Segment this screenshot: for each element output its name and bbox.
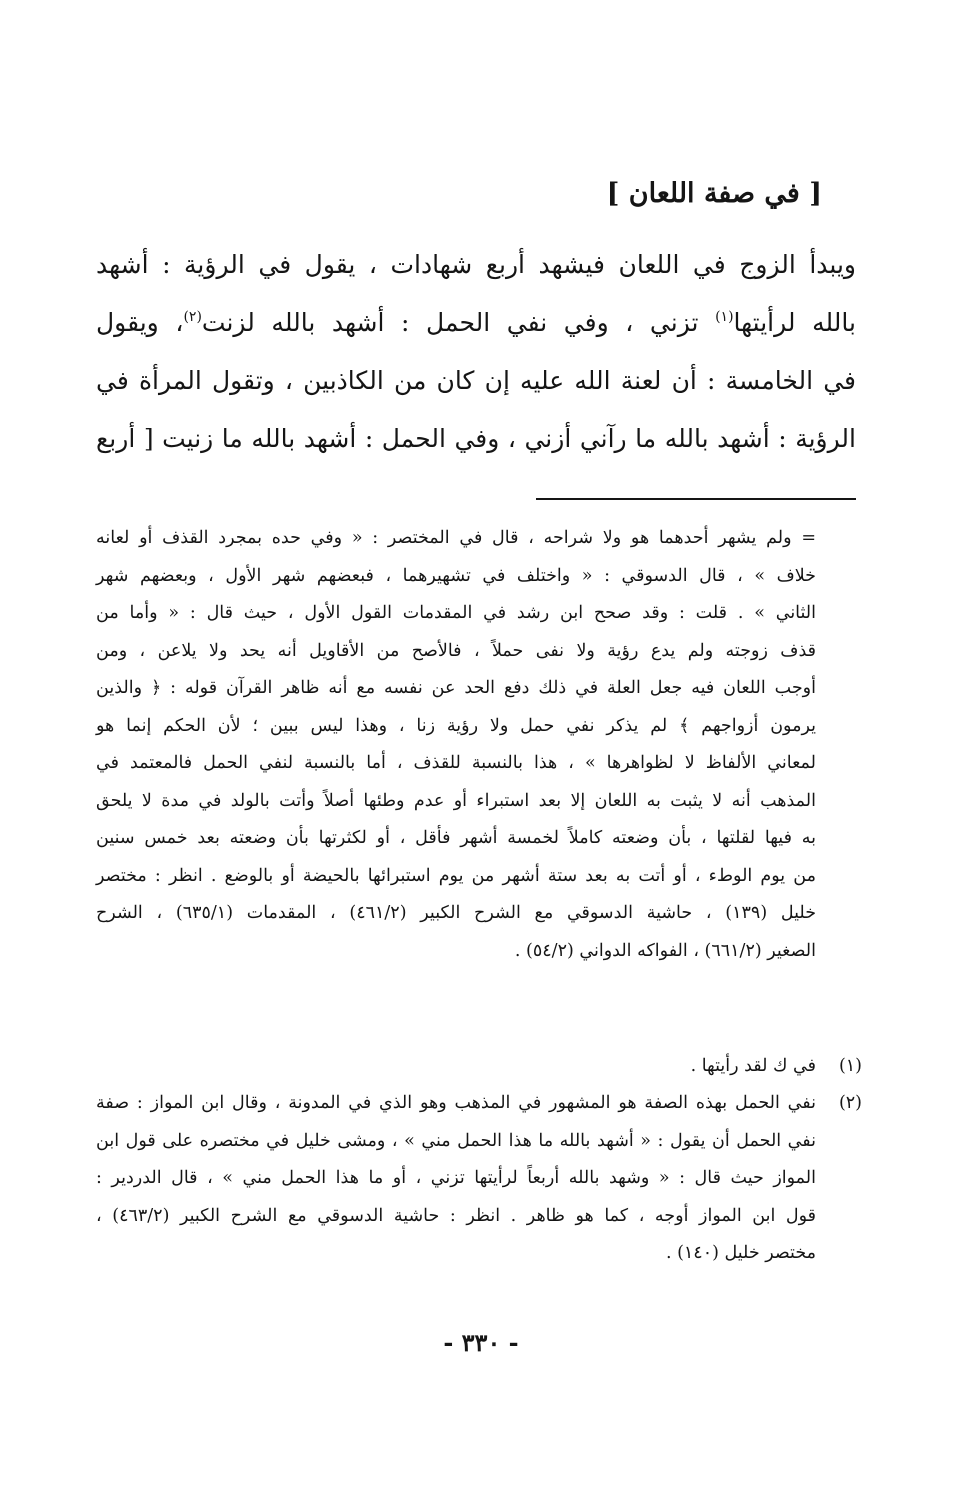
footnote-line: أوجب اللعان فيه جعل العلة في ذلك دفع الحد عن نفسه مع أنه ظاهر القرآن قوله : ﴿ والذين xyxy=(96,678,816,698)
main-text-line: الرؤية : أشهد بالله ما رآني أزني ، وفي الحمل : أشهد بالله ما زنيت [ أربع xyxy=(96,424,856,453)
footnote-line: من يوم الوطء ، أو أتت به بعد ستة أشهر من يوم استبرائها بالحيضة أو بالوضع . انظر : مختصر xyxy=(96,865,816,886)
footnote-line: يرمون أزواجهم ﴾ لم يذكر نفي حمل ولا رؤية زنا ، وهذا ليس ببين ؛ لأن الحكم إنما هو xyxy=(96,715,816,736)
footnote-line: المذهب أنه لا يثبت به اللعان إلا بعد استبراء أو عدم وطئها أصلاً وأتت بالولد في مدة لا يلحق xyxy=(96,790,816,811)
footnote-continuation xyxy=(96,520,816,970)
main-text-line: في الخامسة : أن لعنة الله عليه إن كان من الكاذبين ، وتقول المرأة في xyxy=(96,366,856,395)
footnote-line: الثاني » . قلت : وقد صحح ابن رشد في المقدمات القول الأول ، حيث قال : « وأما من xyxy=(96,603,816,623)
footnote-line: المواز حيث قال : « وشهد بالله أربعاً لرأيتها تزني ، أو ما هذا الحمل مني » ، قال الدردير : xyxy=(96,1168,816,1188)
footnote-line: نفي الحمل أن يقول : « أشهد بالله ما هذا الحمل مني » ، ومشى خليل في مختصره على قول ابن xyxy=(96,1130,816,1151)
footnote-line: خليل (١٣٩) ، حاشية الدسوقي مع الشرح الكبير (٤٦١/٢) ، المقدمات (٦٣٥/١) ، الشرح xyxy=(96,903,817,923)
footnote-line: نفي الحمل بهذه الصفة هو المشهور في المذهب وهو الذي في المدونة ، وقال ابن المواز : صفة xyxy=(96,1093,816,1113)
main-text-segment: تزني ، وفي نفي الحمل : أشهد بالله لزنت xyxy=(201,308,716,337)
footnote-marker-2: (٢) xyxy=(838,1093,862,1113)
footnote-line: قول ابن المواز أوجه ، كما هو ظاهر . انظر : حاشية الدسوقي مع الشرح الكبير (٤٦٣/٢) ، xyxy=(96,1205,817,1226)
footnote-line: لمعاني الألفاظ لا لظواهرها » ، هذا بالنسبة للقذف ، أما بالنسبة لنفي الحمل فالمعتمد في xyxy=(96,753,816,773)
footnote-line: الصغير (٦٦١/٢) ، الفواكه الدواني (٥٤/٢) . xyxy=(514,940,816,961)
footnote-2 xyxy=(96,1085,862,1273)
main-text-segment: بالله لرأيتها xyxy=(733,308,857,337)
footnote-1 xyxy=(96,1048,862,1086)
footnote-reference-2[interactable]: (٢) xyxy=(183,309,202,325)
section-heading: [ في صفة اللعان ] xyxy=(606,178,822,209)
footnote-line: في ك لقد رأيتها . xyxy=(690,1056,816,1076)
main-text xyxy=(96,236,856,468)
footnote-line: خلاف » ، قال الدسوقي : « واختلف في تشهيرهما ، فبعضهم شهر الأول ، وبعضهم شهر xyxy=(96,565,816,586)
footnote-reference-1[interactable]: (١) xyxy=(715,309,734,325)
main-text-line: ويبدأ الزوج في اللعان فيشهد أربع شهادات ، يقول في الرؤية : أشهد xyxy=(96,250,856,279)
page-number: - ٣٣٠ - xyxy=(443,1328,519,1357)
footnote-line: قذف زوجته ولم يدع رؤية ولا نفى حملاً ، فالأصح من الأقاويل أنه يحد ولا يلاعن ، ومن xyxy=(96,640,816,661)
footnote-line: = ولم يشهر أحدهما هو ولا شراحه ، قال في المختصر : « وفي حده بمجرد القذف أو لعانه xyxy=(96,528,816,548)
footnote-line: به فيها لقلتها ، بأن وضعته كاملاً لخمسة أشهر فأقل ، أو لكثرتها بأن وضعته بعد خمس سنين xyxy=(96,828,816,848)
main-text-segment: ، ويقول xyxy=(96,308,184,337)
footnote-marker-1: (١) xyxy=(838,1056,862,1076)
main-text-line xyxy=(96,294,856,352)
footnote-line: مختصر خليل (١٤٠) . xyxy=(665,1243,816,1263)
footnote-separator xyxy=(536,498,856,500)
